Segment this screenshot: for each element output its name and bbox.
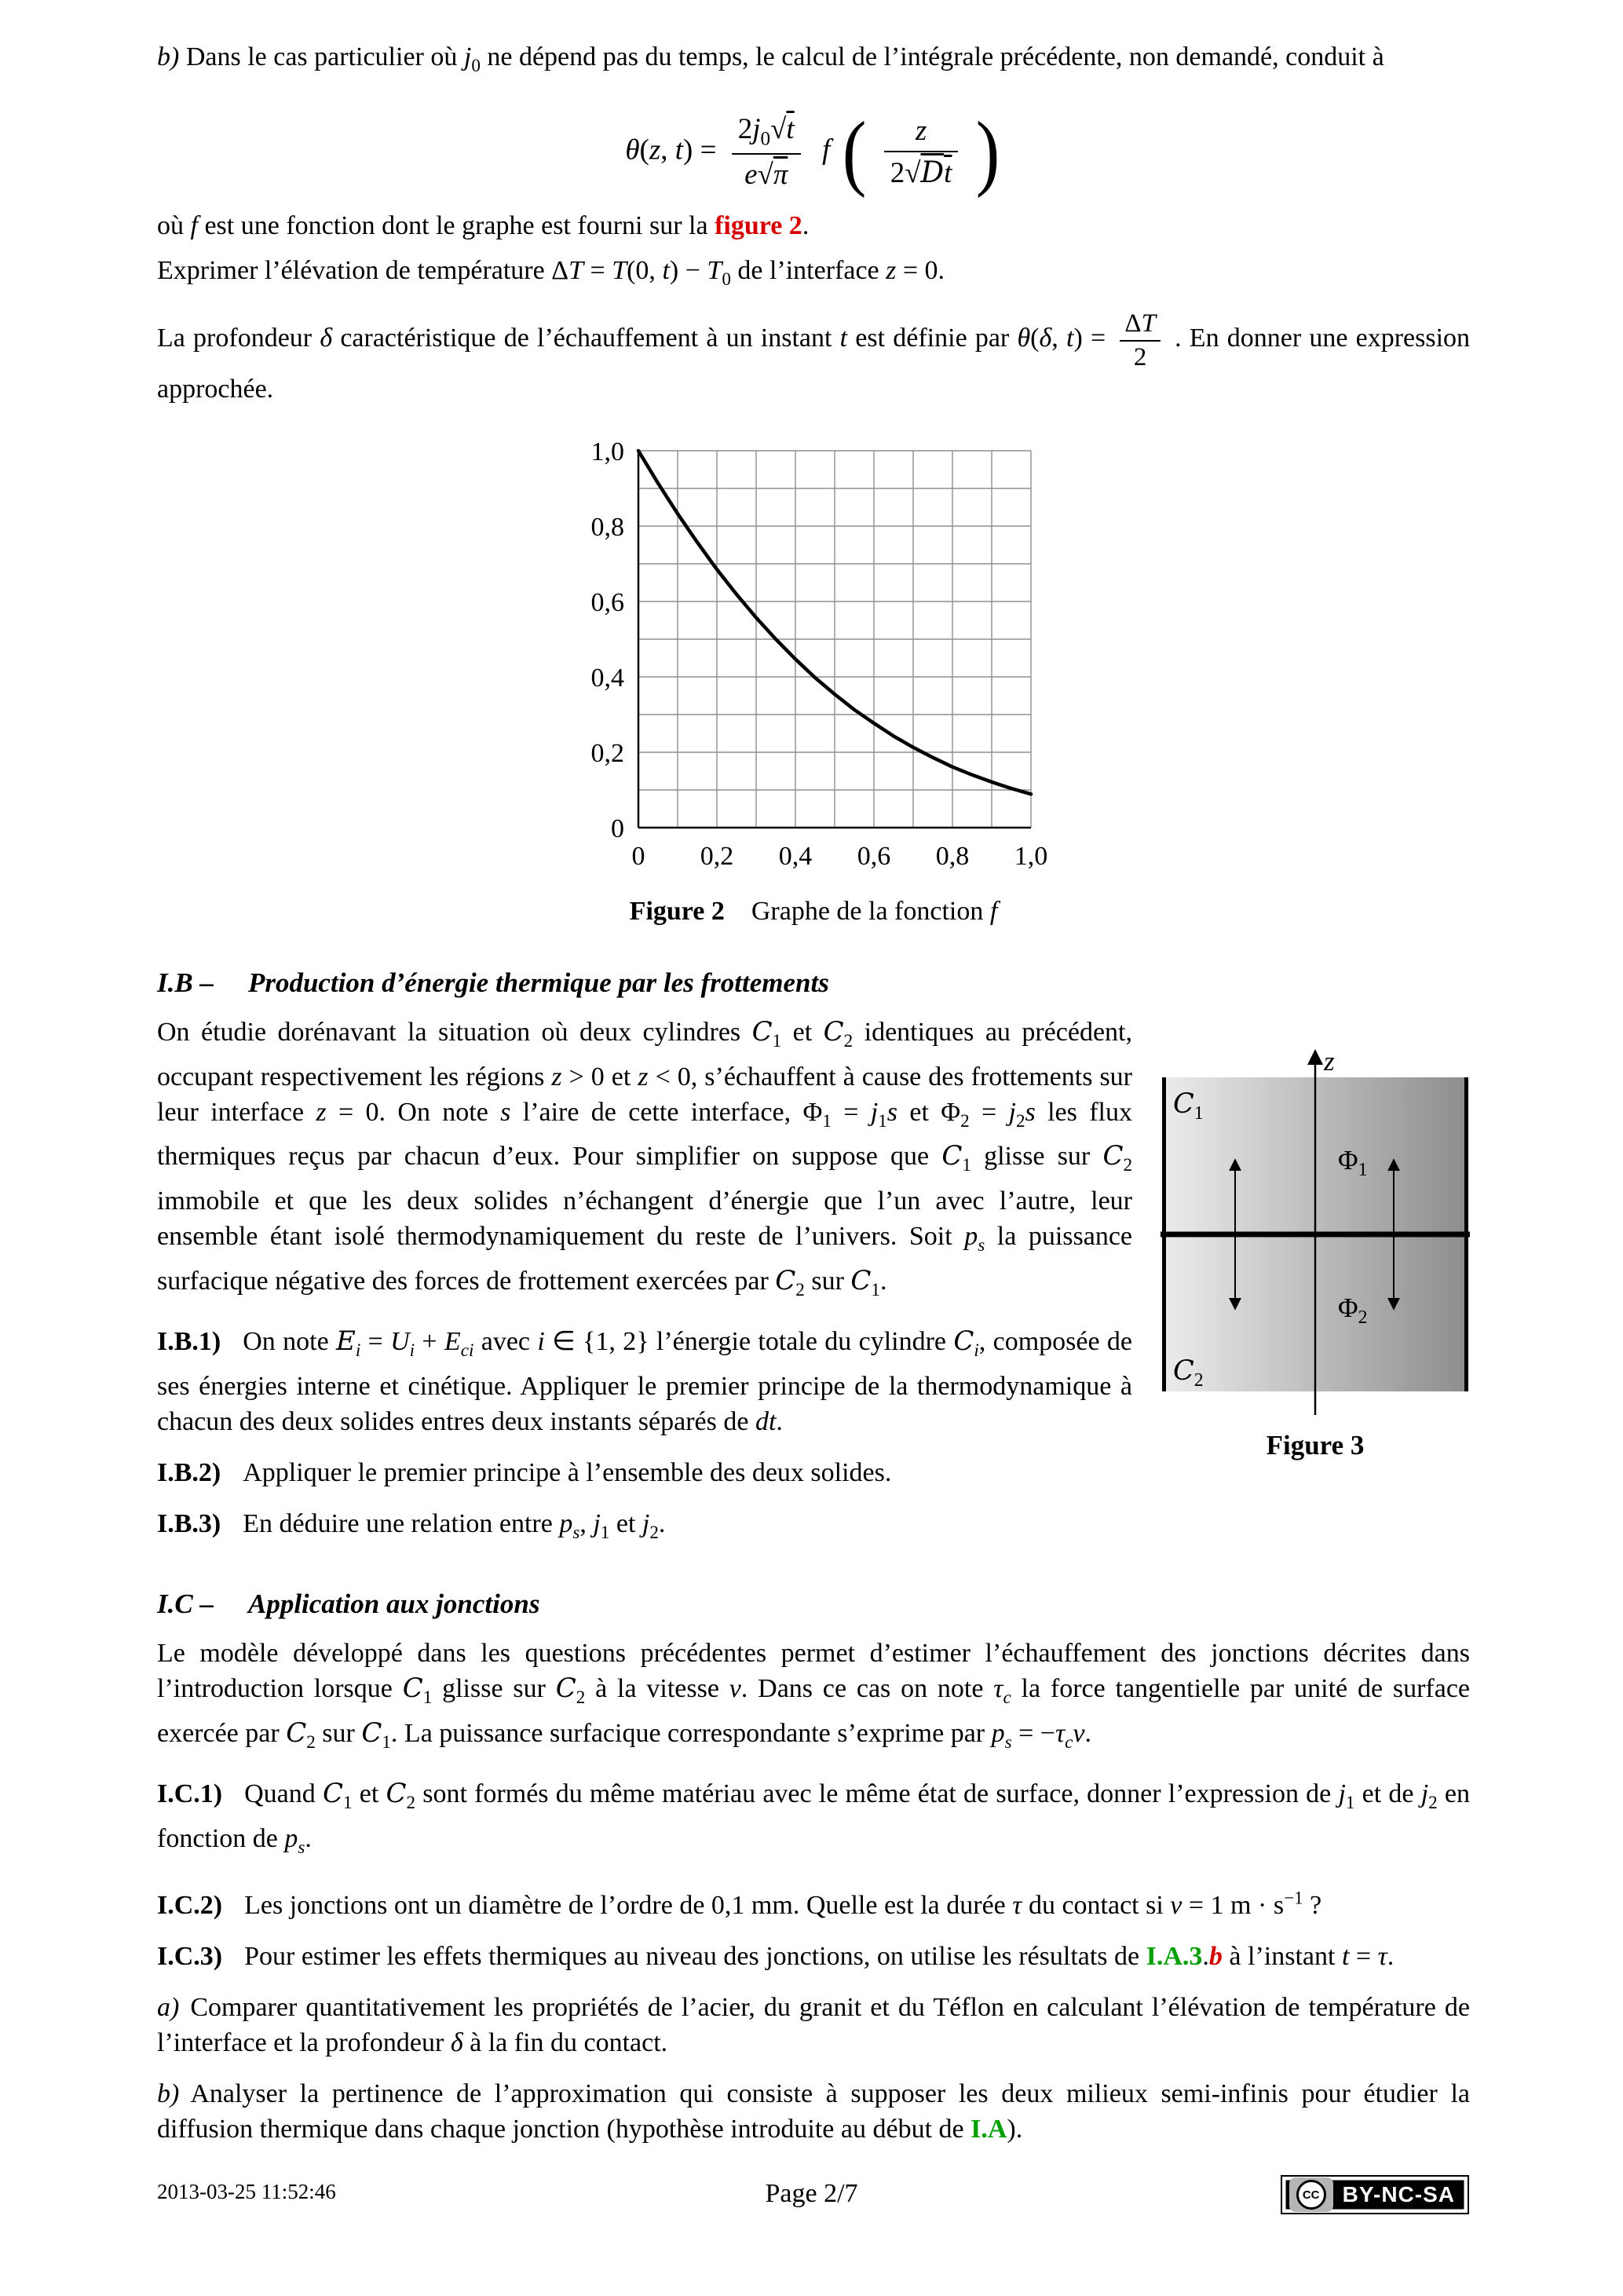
figure3-diagram (1161, 1046, 1470, 1415)
page-footer (0, 2170, 1623, 2214)
svg-text:0,2: 0,2 (700, 841, 734, 871)
question-ic2-text: Les jonctions ont un diamètre de l’ordre de 0,1 mm. Quelle est la durée τ du contact si v = 1 $m \cdot s^{-1}$ ? (244, 1888, 1322, 1920)
section-ic-heading (157, 1586, 1470, 1621)
question-ib1-label: I.B.1) (157, 1326, 221, 1356)
question-b-text: Analyser la pertinence de l’approximation qui consiste à supposer les deux milieux semi-infinis pour étudier la diffusion thermique dans chaque jonction (hypothèse introduite au début de I.A). (157, 2078, 1470, 2144)
timestamp: 2013-03-25 11:52:46 (157, 2180, 336, 2203)
flux2-label: $\Phi_2$ (1338, 1292, 1368, 1328)
question-ib2-label: I.B.2) (157, 1457, 221, 1487)
svg-text:0,6: 0,6 (857, 841, 891, 871)
page-number: Page 2/7 (765, 2179, 858, 2208)
question-ic2-label: I.C.2) (157, 1890, 223, 1920)
svg-text:0: 0 (631, 841, 645, 871)
ref-ia-link[interactable]: I.A (971, 2114, 1007, 2144)
section-ib-body (157, 1015, 1470, 1551)
ref-ia3-link[interactable]: I.A.3 (1146, 1941, 1203, 1971)
paragraph-b: b) Dans le cas particulier où $j_0$ ne dépend pas du temps, le calcul de l’intégrale précédente, non demandé, conduit à (157, 42, 1384, 76)
fraction1-numerator: $2j_0√t$ (732, 112, 801, 155)
svg-text:0,6: 0,6 (590, 587, 624, 617)
fraction2-denominator: $2√D\overline{t}$ (890, 155, 952, 189)
question-ib1-text: On note $E_i = U_i + E_{ci}$ avec i ∈ {1, 2} l’énergie totale du cylindre $C_i$, composée de ses énergies interne et cinétique. Appliquer le premier principe de la thermodynamique à chacun des deux solides entres deux instants séparés de dt. (157, 1325, 1132, 1436)
svg-text:1,0: 1,0 (1014, 841, 1048, 871)
question-ic2 (157, 1881, 1470, 1923)
figure-3 (1161, 1046, 1470, 1463)
inline-fraction-deltaT (1120, 309, 1161, 371)
figure2-caption-text: Graphe de la fonction f (751, 896, 998, 926)
svg-text:0,4: 0,4 (590, 663, 624, 693)
section-ib-heading (157, 965, 1470, 1000)
question-ic1 (157, 1776, 1470, 1866)
section-ic-title: Application aux jonctions (247, 1589, 540, 1620)
question-b-label: b) (157, 2078, 180, 2108)
figure-2 (157, 440, 1470, 929)
formula-theta: θ(z, t) = $\frac{2j_0√t}{e√\pi}$ f ( $\frac{z}{2√D\overline{t}}$ ) (625, 104, 1000, 199)
cc-license-text: BY-NC-SA (1342, 2182, 1455, 2206)
svg-text:0: 0 (611, 813, 624, 843)
figure2-chart (574, 440, 1053, 872)
profondeur-after: . En donner une expression approchée. (157, 324, 1471, 404)
section-ib-number: I.B – (157, 967, 214, 998)
question-ib2-text: Appliquer le premier principe à l’ensemble des deux solides. (243, 1457, 892, 1487)
question-ic3-b (157, 2076, 1470, 2147)
formula-lhs: θ(z, t) = (625, 133, 717, 166)
inline-fraction-num: ΔT (1120, 309, 1161, 341)
figure3-caption: Figure 3 (1266, 1429, 1365, 1461)
ref-ia3b-link[interactable]: b (1208, 1941, 1223, 1971)
question-ib3 (157, 1506, 1470, 1551)
question-ic1-text: Quand $C_1$ et $C_2$ sont formés du même matériau avec le même état de surface, donner l’expression de $j_1$ et de $j_2$ en fonction de $p_s$. (157, 1778, 1470, 1858)
question-a-label: a) (157, 1992, 180, 2022)
formula-fraction-2 (884, 114, 959, 190)
question-ic3-label: I.C.3) (157, 1941, 223, 1971)
figure2-caption (157, 894, 1470, 929)
svg-text:0,2: 0,2 (590, 738, 624, 768)
line-function-f: où f est une fonction dont le graphe est fourni sur la figure 2. (157, 210, 810, 240)
section-ic-number: I.C – (157, 1589, 214, 1620)
fraction1-denominator: e√π (744, 158, 788, 191)
section-ib-title: Production d’énergie thermique par les frottements (247, 967, 829, 998)
svg-text:0,8: 0,8 (590, 512, 624, 542)
question-ib3-label: I.B.3) (157, 1508, 221, 1538)
question-ic3-text: Pour estimer les effets thermiques au niveau des jonctions, on utilise les résultats de I.A.3.b à l’instant t = τ. (244, 1941, 1395, 1971)
paragraph-profondeur (157, 309, 1470, 407)
line-exprimer: Exprimer l’élévation de température ΔT = T(0, $t) - T_0$ de l’interface z = 0. (157, 255, 945, 290)
figure-2-link[interactable]: figure 2 (715, 210, 802, 240)
fraction2-numerator: z (884, 114, 959, 152)
cc-logo (1289, 2177, 1333, 2212)
svg-text:0,4: 0,4 (778, 841, 813, 871)
svg-text:0,8: 0,8 (935, 841, 970, 871)
formula-f: f (821, 133, 831, 166)
question-ib3-text: En déduire une relation entre $p_s$, $j_1$ et $j_2$. (243, 1508, 666, 1543)
inline-fraction-den: 2 (1133, 342, 1147, 371)
cylinder2-label: $C_2$ (1173, 1355, 1204, 1391)
cc-circle-icon: CC (1296, 2180, 1326, 2210)
cc-license-badge[interactable] (1281, 2175, 1469, 2214)
profondeur-before: La profondeur δ caractéristique de l’échauffement à un instant t est définie par θ(δ, t) = (157, 324, 1106, 353)
cylinder1-label: $C_1$ (1173, 1088, 1204, 1124)
formula-fraction-1 (732, 112, 801, 192)
figure2-caption-label: Figure 2 (629, 896, 725, 926)
question-ic3 (157, 1939, 1470, 1974)
section-ic-paragraph: Le modèle développé dans les questions précédentes permet d’estimer l’échauffement des jonctions décrites dans l’introduction lorsque $C_1$ glisse sur $C_2$ à la vitesse v. Dans ce cas on note $\tau_c$ la force tangentielle par unité de surface exercée par $C_2$ sur $C_1$. La puissance surfacique correspondante s’exprime par $p_s = -\tau_cv$. (157, 1639, 1471, 1753)
question-a-text: Comparer quantitativement les propriétés de l’acier, du granit et du Téflon en calculant l’élévation de température de l’interface et la profondeur δ à la fin du contact. (157, 1992, 1470, 2057)
z-axis-label: z (1324, 1045, 1335, 1077)
flux1-label: $\Phi_1$ (1338, 1144, 1368, 1180)
question-ic3-a (157, 1990, 1470, 2060)
section-ib-paragraph: On étudie dorénavant la situation où deux cylindres $C_1$ et $C_2$ identiques au précédent, occupant respectivement les régions z > 0 et z < 0, s’échauffent à cause des frottements sur leur interface z = 0. On note s l’aire de cette interface, $\Phi_1 = j_1s$ et $\Phi_2 = j_2s$ les flux thermiques reçus par chacun d’eux. Pour simplifier on suppose que $C_1$ glisse sur $C_2$ immobile et que les deux solides n’échangent d’énergie que l’un avec l’autre, leur ensemble étant isolé thermodynamiquement du reste de l’univers. Soit $p_s$ la puissance surfacique négative des forces de frottement exercées par $C_2$ sur $C_1$. (157, 1015, 1133, 1300)
figure3-graphic (1161, 1046, 1470, 1415)
question-ic1-label: I.C.1) (157, 1779, 223, 1809)
svg-text:1,0: 1,0 (590, 439, 624, 466)
